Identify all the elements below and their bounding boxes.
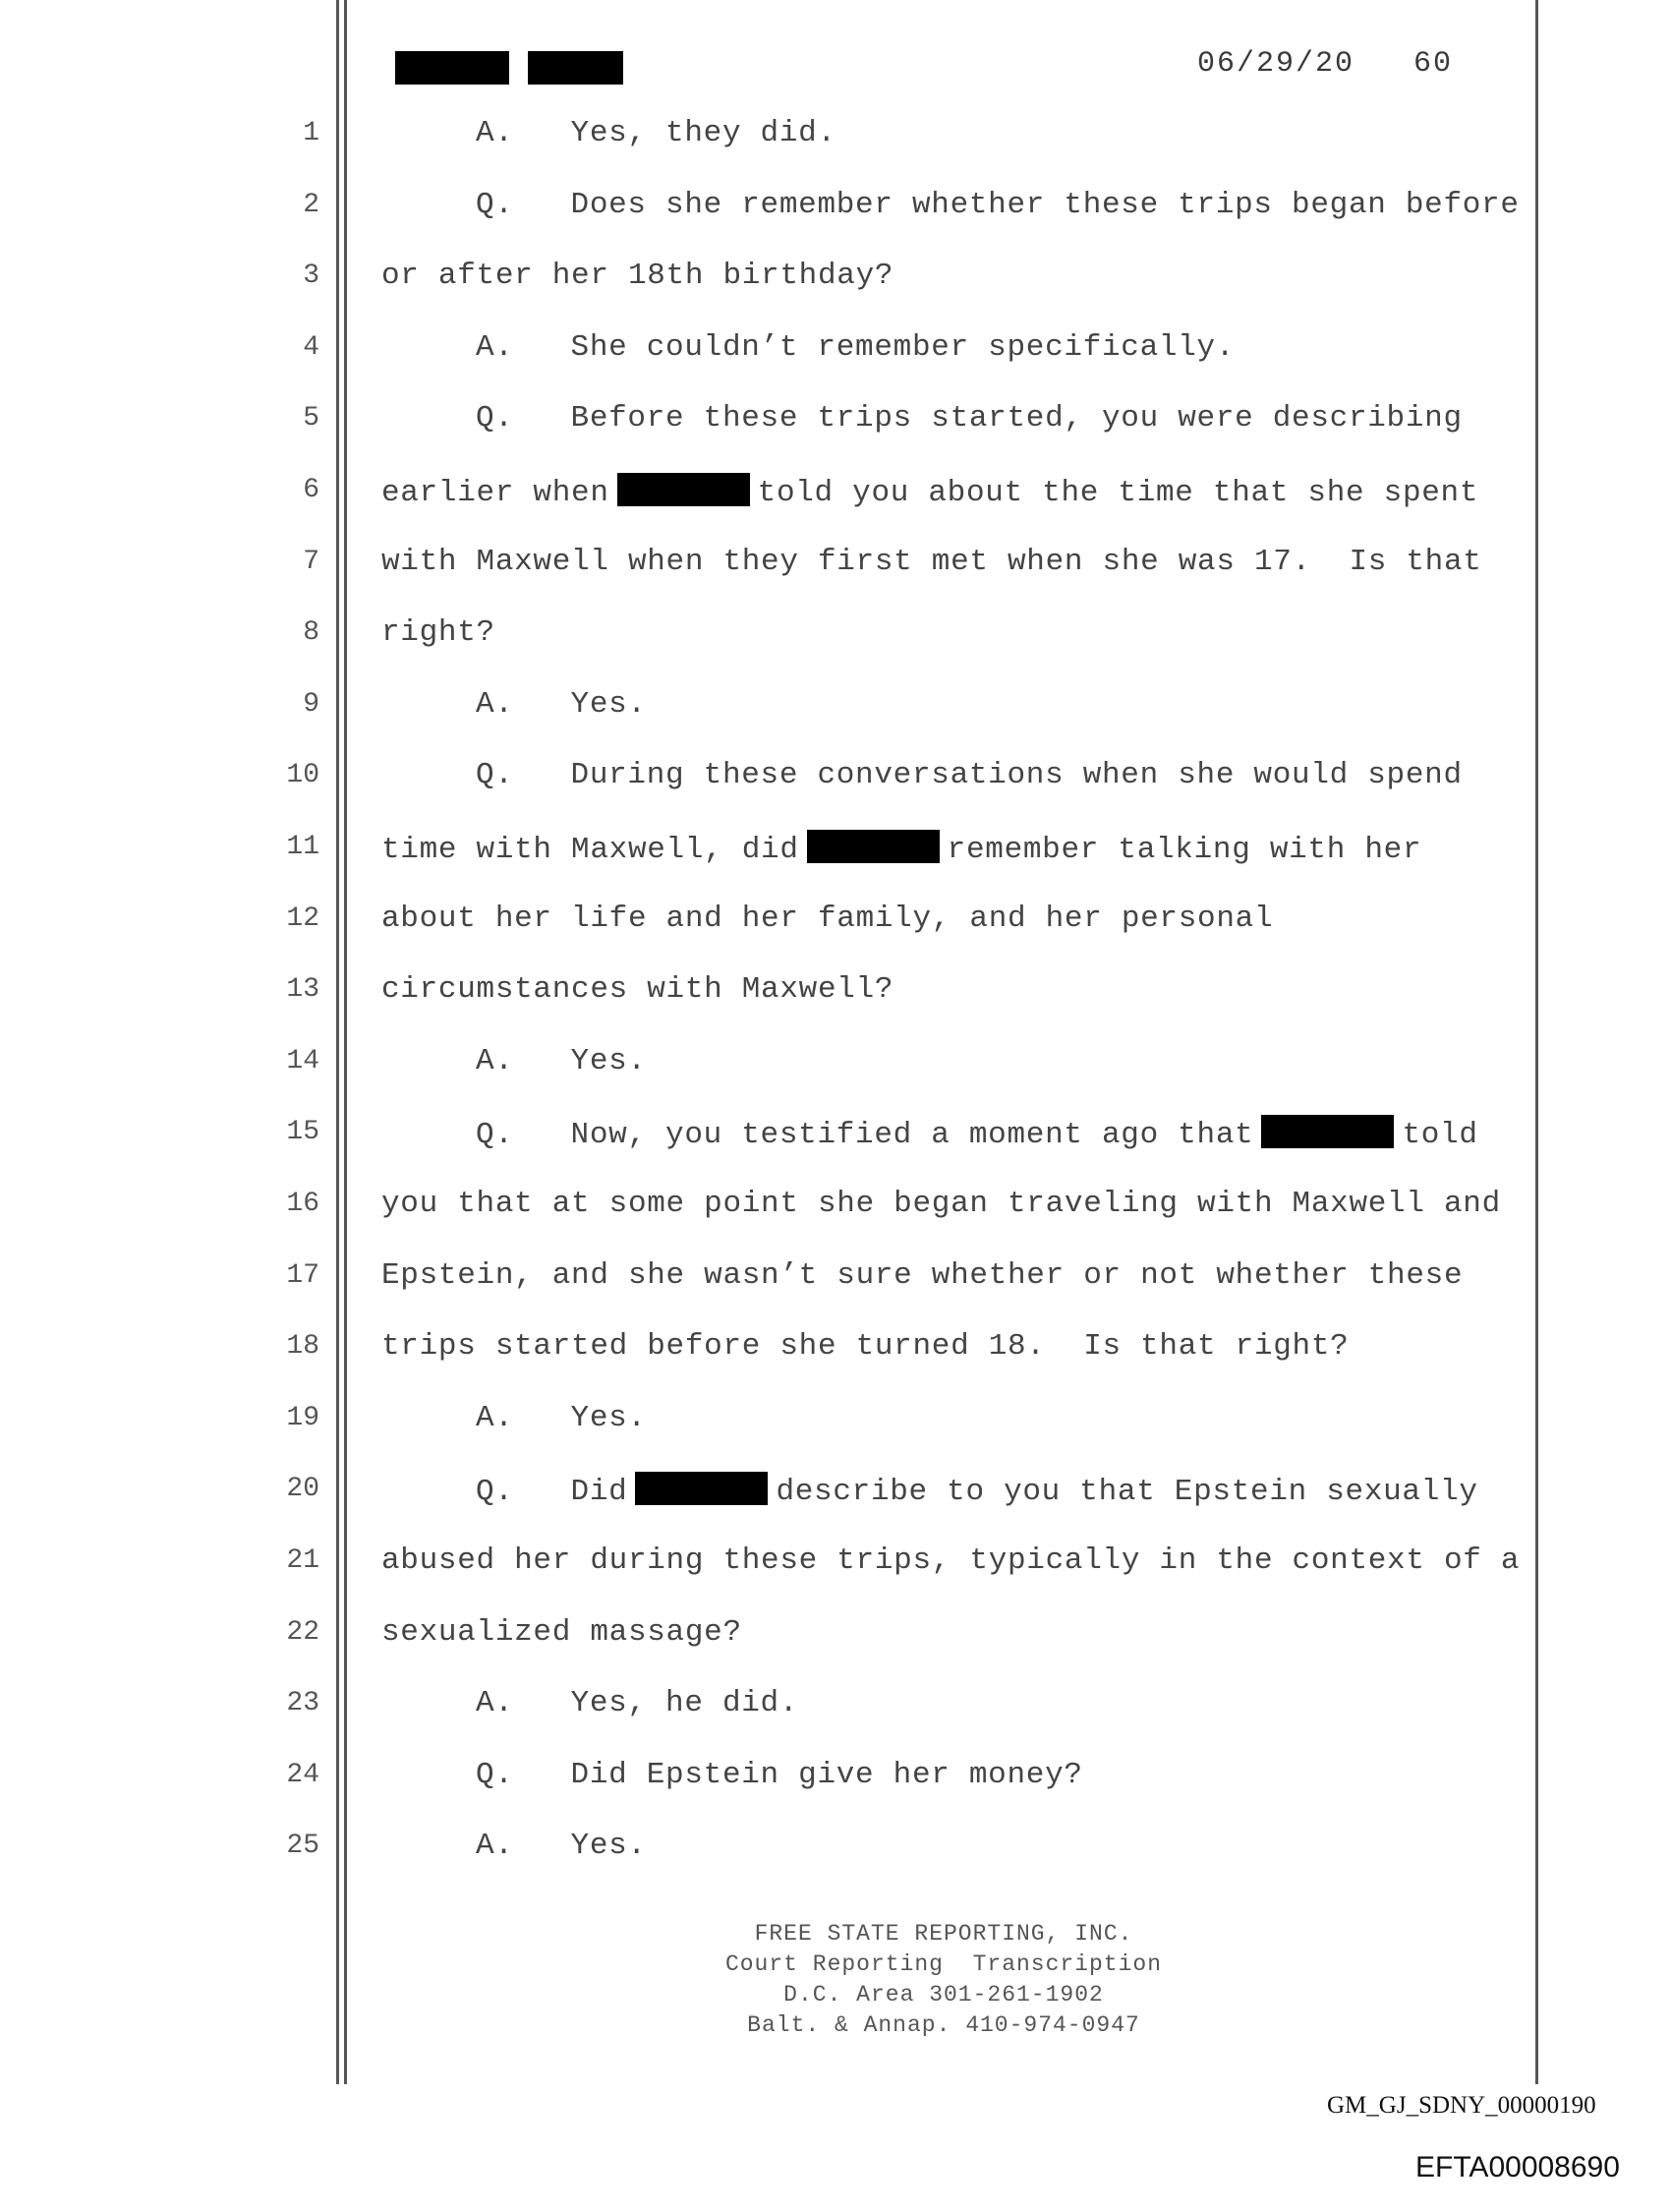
line-number: 13 xyxy=(286,974,319,1005)
footer-dc-phone: D.C. Area 301-261-1902 xyxy=(783,1982,1104,2008)
line-number: 1 xyxy=(303,118,319,148)
transcript-line xyxy=(476,116,836,150)
line-number: 18 xyxy=(286,1331,319,1362)
line-text: A. Yes. xyxy=(476,1044,647,1078)
transcript-line xyxy=(476,687,647,722)
transcript-line xyxy=(476,1686,798,1720)
transcript-line xyxy=(476,1401,647,1435)
redaction-header-name-2 xyxy=(528,51,623,85)
line-number: 5 xyxy=(303,403,319,434)
redaction-block xyxy=(807,830,940,863)
transcript-line xyxy=(476,1044,647,1078)
transcript-line xyxy=(381,473,1478,510)
footer-company: FREE STATE REPORTING, INC. xyxy=(754,1921,1133,1947)
line-text: told you about the time that she spent xyxy=(757,476,1479,510)
line-text: describe to you that Epstein sexually xyxy=(776,1475,1478,1509)
line-text: A. Yes. xyxy=(476,687,647,722)
transcript-line xyxy=(476,758,1463,792)
line-number: 10 xyxy=(286,760,319,790)
line-text: A. Yes. xyxy=(476,1401,647,1435)
transcript-line xyxy=(476,330,1235,365)
transcript-line xyxy=(381,830,1421,867)
transcript-line xyxy=(381,615,495,650)
line-number: 12 xyxy=(286,903,319,934)
line-number: 15 xyxy=(286,1117,319,1147)
transcript-line xyxy=(381,545,1482,579)
line-text: Q. Before these trips started, you were describing xyxy=(476,401,1463,436)
line-number: 22 xyxy=(286,1617,319,1648)
efta-number: EFTA00008690 xyxy=(1415,2151,1620,2183)
bates-number: GM_GJ_SDNY_00000190 xyxy=(1327,2092,1596,2119)
transcript-line xyxy=(381,1329,1349,1364)
line-text: A. Yes, they did. xyxy=(476,116,836,150)
line-number: 7 xyxy=(303,547,319,577)
transcript-line xyxy=(381,1615,742,1650)
line-number: 16 xyxy=(286,1189,319,1219)
line-text: told xyxy=(1402,1118,1478,1152)
transcript-line xyxy=(381,902,1273,936)
line-number: 25 xyxy=(286,1831,319,1861)
redaction-block xyxy=(1261,1115,1394,1148)
transcript-line xyxy=(381,1258,1463,1293)
line-text: sexualized massage? xyxy=(381,1615,742,1650)
redaction-header-name-1 xyxy=(395,51,509,85)
left-margin-rule-inner xyxy=(344,0,347,2084)
transcript-line xyxy=(381,1187,1501,1221)
line-text: time with Maxwell, did xyxy=(381,833,799,867)
line-text: right? xyxy=(381,615,495,650)
line-number: 19 xyxy=(286,1403,319,1433)
line-text: or after her 18th birthday? xyxy=(381,259,894,293)
line-number: 20 xyxy=(286,1474,319,1504)
left-margin-rule-outer xyxy=(336,0,339,2084)
line-text: Q. Does she remember whether these trips began before xyxy=(476,188,1520,222)
transcript-line xyxy=(381,972,893,1007)
line-number: 21 xyxy=(286,1545,319,1576)
line-number: 14 xyxy=(286,1046,319,1077)
page-header xyxy=(1197,47,1453,81)
line-text: abused her during these trips, typically in the context of a xyxy=(381,1543,1521,1578)
reporter-footer xyxy=(619,1919,1268,2041)
transcript-line xyxy=(476,1472,1478,1509)
line-number: 6 xyxy=(303,475,319,505)
line-number: 3 xyxy=(303,261,319,291)
transcript-line xyxy=(476,1115,1478,1152)
line-text: Q. During these conversations when she would spend xyxy=(476,758,1463,792)
footer-balt-phone: Balt. & Annap. 410-974-0947 xyxy=(747,2012,1140,2038)
footer-services: Court Reporting Transcription xyxy=(724,1951,1163,1977)
line-text: remember talking with her xyxy=(947,833,1422,867)
line-text: with Maxwell when they first met when she was 17. Is that xyxy=(381,545,1482,579)
line-text: Q. Did xyxy=(476,1475,628,1509)
line-text: about her life and her family, and her personal xyxy=(381,902,1274,936)
transcript-line xyxy=(381,259,893,293)
line-number: 2 xyxy=(303,190,319,220)
redaction-block xyxy=(635,1472,768,1505)
line-number: 24 xyxy=(286,1760,319,1790)
line-number: 4 xyxy=(303,332,319,363)
line-text: earlier when xyxy=(381,476,609,510)
transcript-line xyxy=(381,1543,1520,1578)
line-number: 17 xyxy=(286,1260,319,1291)
line-text: Q. Did Epstein give her money? xyxy=(476,1758,1083,1792)
right-margin-rule xyxy=(1535,0,1538,2084)
line-text: Q. Now, you testified a moment ago that xyxy=(476,1118,1254,1152)
transcript-line xyxy=(476,188,1520,222)
line-text: trips started before she turned 18. Is that right? xyxy=(381,1329,1350,1364)
line-text: A. Yes, he did. xyxy=(476,1686,799,1720)
line-number: 8 xyxy=(303,617,319,648)
transcript-line xyxy=(476,401,1463,436)
redaction-block xyxy=(617,473,750,506)
header-page-number: 60 xyxy=(1413,47,1454,81)
line-text: A. Yes. xyxy=(476,1829,647,1863)
line-text: circumstances with Maxwell? xyxy=(381,972,894,1007)
line-number: 11 xyxy=(286,832,319,862)
line-number: 23 xyxy=(286,1688,319,1718)
line-text: you that at some point she began traveling with Maxwell and xyxy=(381,1187,1501,1221)
line-text: Epstein, and she wasn’t sure whether or not whether these xyxy=(381,1258,1464,1293)
header-date: 06/29/20 xyxy=(1197,47,1355,81)
transcript-line xyxy=(476,1758,1083,1792)
transcript-line xyxy=(476,1829,647,1863)
line-number: 9 xyxy=(303,689,319,720)
line-text: A. She couldn’t remember specifically. xyxy=(476,330,1236,365)
